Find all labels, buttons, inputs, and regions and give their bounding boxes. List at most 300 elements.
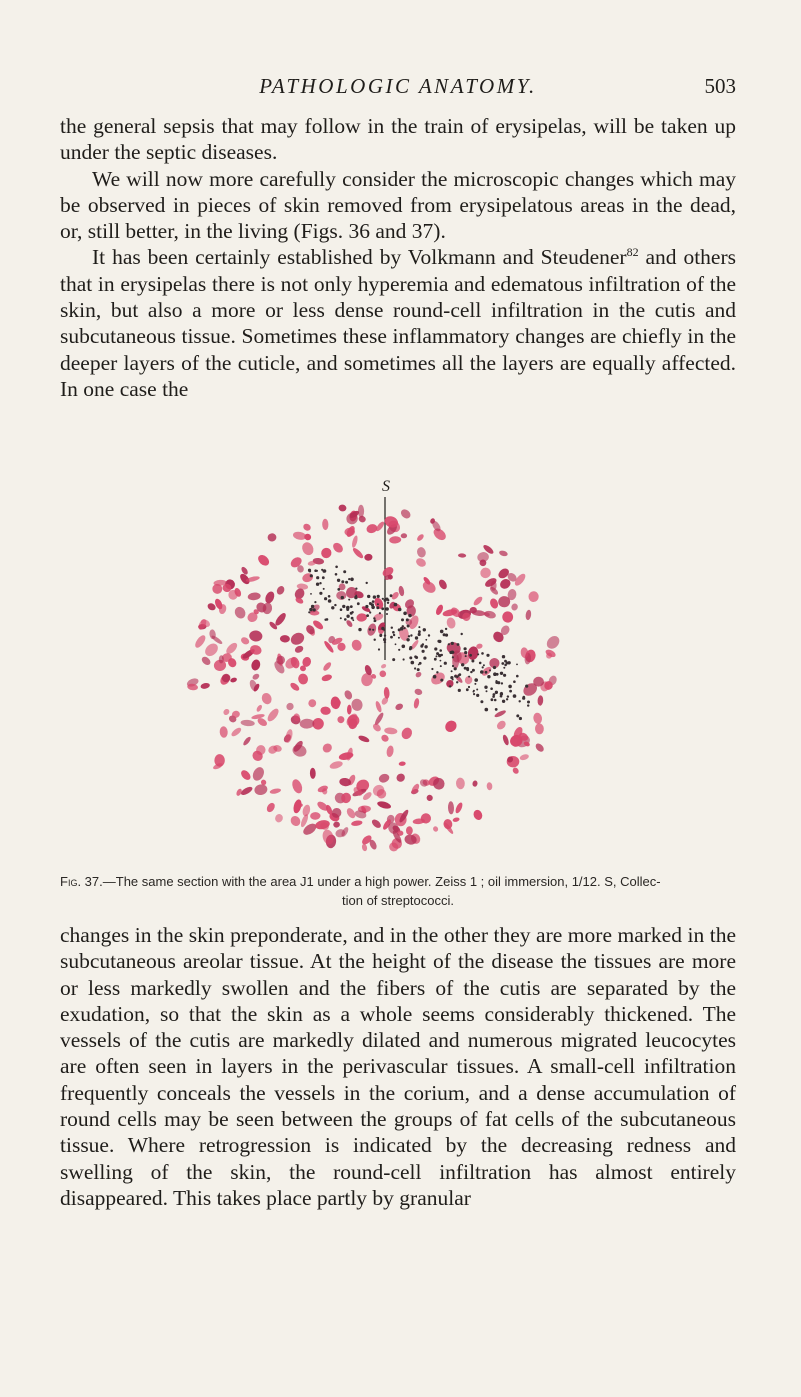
streptococcus-dot bbox=[486, 690, 488, 692]
tissue-cell bbox=[331, 541, 345, 555]
streptococcus-dot bbox=[404, 627, 406, 629]
streptococcus-dot bbox=[387, 599, 389, 601]
streptococcus-dot bbox=[501, 682, 503, 684]
figure-37-illustration bbox=[170, 475, 590, 860]
streptococcus-dot bbox=[436, 655, 438, 657]
streptococcus-dot bbox=[440, 665, 442, 667]
tissue-cell bbox=[203, 641, 221, 659]
streptococcus-dot bbox=[451, 642, 454, 645]
tissue-cell bbox=[254, 783, 269, 796]
streptococcus-dot bbox=[386, 613, 388, 615]
streptococcus-dot bbox=[501, 662, 504, 665]
tissue-cell bbox=[343, 689, 354, 701]
streptococcus-dot bbox=[440, 660, 442, 662]
streptococcus-dot bbox=[468, 686, 470, 688]
streptococcus-dot bbox=[434, 658, 437, 661]
streptococcus-dot bbox=[424, 645, 427, 648]
tissue-cell bbox=[443, 818, 453, 829]
streptococcus-dot bbox=[406, 618, 409, 621]
tissue-cell bbox=[289, 630, 307, 647]
streptococcus-dot bbox=[393, 634, 395, 636]
paragraph-3-rest: and others that in erysipelas there is not only hyperemia and edematous infiltration of the skin, but also a more or less dense round-cell infiltration in the cutis and subcutaneous tissue. Sometimes these inflammatory changes are chiefly in the deeper layers of the cuticle, and sometimes all the layers are equally affected. In one case the bbox=[60, 245, 736, 401]
tissue-cell bbox=[274, 813, 284, 824]
streptococcus-dot bbox=[519, 700, 521, 702]
tissue-cell bbox=[267, 533, 276, 542]
streptococcus-dot bbox=[522, 697, 525, 700]
streptococcus-dot bbox=[418, 626, 420, 628]
streptococcus-dot bbox=[352, 619, 354, 621]
streptococcus-dot bbox=[417, 668, 420, 671]
streptococcus-dot bbox=[466, 667, 469, 670]
tissue-cell bbox=[413, 698, 420, 709]
tissue-cell bbox=[250, 659, 261, 672]
streptococcus-dot bbox=[341, 580, 344, 583]
streptococcus-dot bbox=[406, 638, 409, 641]
streptococcus-dot bbox=[377, 603, 379, 605]
streptococcus-dot bbox=[394, 603, 398, 607]
paragraph-3 bbox=[60, 244, 736, 402]
streptococcus-dot bbox=[474, 683, 476, 685]
tissue-cell bbox=[329, 760, 344, 770]
streptococcus-dot bbox=[476, 689, 478, 691]
streptococcus-dot bbox=[495, 708, 498, 711]
streptococcus-dot bbox=[403, 658, 405, 660]
tissue-cell bbox=[358, 734, 371, 743]
streptococcus-dot bbox=[402, 645, 406, 649]
streptococcus-dot bbox=[452, 665, 454, 667]
tissue-cell bbox=[310, 768, 316, 779]
body-text-top bbox=[60, 113, 736, 402]
streptococcus-dot bbox=[391, 627, 393, 629]
tissue-cell bbox=[249, 630, 263, 643]
streptococcus-dot bbox=[436, 652, 439, 655]
streptococcus-dot bbox=[372, 629, 374, 631]
tissue-cells bbox=[186, 504, 562, 853]
streptococcus-dot bbox=[309, 608, 312, 611]
tissue-cell bbox=[378, 772, 391, 784]
tissue-cell bbox=[351, 547, 364, 560]
streptococcus-dot bbox=[331, 606, 334, 609]
streptococcus-dot bbox=[328, 599, 332, 603]
streptococcus-dot bbox=[491, 698, 494, 701]
streptococcus-dot bbox=[434, 647, 437, 650]
streptococcus-dot bbox=[513, 694, 517, 698]
tissue-cell bbox=[240, 719, 255, 726]
streptococcus-dot bbox=[310, 593, 312, 595]
tissue-cell bbox=[501, 610, 514, 623]
tissue-cell bbox=[356, 613, 368, 622]
streptococcus-dot bbox=[485, 708, 489, 712]
tissue-cell bbox=[256, 704, 264, 713]
tissue-cell bbox=[264, 590, 276, 605]
tissue-cell bbox=[321, 673, 333, 682]
streptococcus-dot bbox=[450, 676, 453, 679]
streptococcus-dot bbox=[445, 634, 448, 637]
streptococcus-dot bbox=[458, 689, 461, 692]
tissue-cell bbox=[511, 766, 519, 775]
streptococcus-dot bbox=[508, 685, 512, 689]
streptococcus-dot bbox=[480, 700, 483, 703]
streptococcus-dot bbox=[345, 581, 348, 584]
streptococcus-dot bbox=[366, 582, 368, 584]
tissue-cell bbox=[484, 610, 497, 620]
streptococcus-dot bbox=[516, 714, 519, 717]
streptococcus-dot bbox=[342, 605, 345, 608]
streptococcus-dot bbox=[367, 595, 370, 598]
streptococcus-dot bbox=[516, 664, 518, 666]
streptococcus-dot bbox=[346, 615, 349, 618]
tissue-cell bbox=[378, 669, 387, 678]
tissue-cell bbox=[458, 553, 466, 558]
streptococcus-dot bbox=[436, 671, 438, 673]
streptococcus-dot bbox=[335, 566, 338, 569]
streptococcus-dot bbox=[334, 604, 336, 606]
streptococcus-dot bbox=[456, 681, 458, 683]
streptococcus-dot bbox=[465, 655, 467, 657]
streptococcus-dot bbox=[316, 576, 319, 579]
streptococcus-dot bbox=[423, 657, 426, 660]
streptococcus-dot bbox=[449, 685, 451, 687]
streptococcus-dot bbox=[502, 700, 505, 703]
streptococcus-dot bbox=[410, 634, 412, 636]
microscopic-section-drawing bbox=[170, 475, 590, 860]
paragraph-2: We will now more carefully consider the microscopic changes which may be observed in pieces of skin removed from erysipelatous areas in the dead, or, still better, in the living (Figs. 36 and 37). bbox=[60, 166, 736, 244]
streptococcus-dot bbox=[383, 638, 386, 641]
streptococcus-dot bbox=[496, 673, 499, 676]
streptococcus-dot bbox=[431, 668, 433, 670]
streptococcus-dot bbox=[481, 652, 484, 655]
streptococcus-dot bbox=[506, 662, 509, 665]
label-s: S bbox=[382, 478, 390, 495]
streptococcus-dot bbox=[348, 599, 350, 601]
tissue-cell bbox=[307, 698, 317, 708]
tissue-cell bbox=[233, 605, 248, 620]
tissue-cell bbox=[338, 504, 347, 512]
tissue-cell bbox=[240, 785, 254, 796]
tissue-cell bbox=[319, 546, 333, 560]
tissue-cell bbox=[502, 734, 510, 746]
tissue-cell bbox=[230, 726, 243, 738]
tissue-cell bbox=[400, 726, 414, 741]
tissue-cell bbox=[300, 540, 316, 557]
streptococcus-dot bbox=[348, 578, 350, 580]
tissue-cell bbox=[275, 585, 285, 596]
tissue-cell bbox=[398, 761, 405, 766]
streptococcus-dot bbox=[486, 654, 489, 657]
page-header bbox=[60, 74, 736, 104]
streptococcus-dot bbox=[409, 656, 412, 659]
tissue-cell bbox=[386, 745, 395, 758]
tissue-cell bbox=[486, 782, 492, 791]
streptococcus-dot bbox=[464, 651, 467, 654]
streptococcus-dot bbox=[492, 695, 495, 698]
streptococcus-dot bbox=[513, 680, 516, 683]
streptococcus-dot bbox=[439, 649, 442, 652]
tissue-cell bbox=[256, 553, 271, 568]
streptococcus-dot bbox=[351, 617, 354, 620]
tissue-cell bbox=[448, 801, 454, 814]
streptococcus-dot bbox=[449, 651, 452, 654]
tissue-cell bbox=[350, 638, 363, 652]
streptococcus-dot bbox=[440, 679, 443, 682]
streptococcus-dot bbox=[411, 661, 415, 665]
streptococcus-dot bbox=[418, 664, 420, 666]
tissue-cell bbox=[415, 556, 428, 568]
streptococcus-dot bbox=[387, 602, 389, 604]
streptococcus-dot bbox=[440, 630, 444, 634]
streptococcus-dot bbox=[379, 612, 381, 614]
streptococcus-dot bbox=[337, 579, 340, 582]
streptococcus-dot bbox=[470, 671, 472, 673]
streptococcus-dot bbox=[398, 649, 400, 651]
streptococcus-dot bbox=[469, 654, 472, 657]
streptococcus-dot bbox=[500, 672, 503, 675]
streptococcus-dot bbox=[400, 627, 404, 631]
streptococcus-dot bbox=[408, 614, 411, 617]
streptococcus-dot bbox=[418, 630, 421, 633]
streptococcus-dot bbox=[495, 691, 498, 694]
tissue-cell bbox=[361, 843, 368, 851]
tissue-cell bbox=[383, 687, 389, 699]
tissue-cell bbox=[432, 825, 439, 832]
streptococcus-dot bbox=[346, 606, 350, 610]
streptococcus-dot bbox=[456, 676, 458, 678]
streptococcus-dot bbox=[409, 646, 412, 649]
streptococcus-dot bbox=[507, 695, 509, 697]
streptococcus-dot bbox=[314, 569, 317, 572]
streptococcus-dot bbox=[451, 670, 453, 672]
tissue-cell bbox=[532, 712, 542, 725]
tissue-cell bbox=[364, 553, 373, 561]
streptococcus-dot bbox=[308, 611, 310, 613]
streptococcus-dot bbox=[525, 685, 528, 688]
tissue-cell bbox=[289, 814, 303, 828]
streptococcus-dot bbox=[381, 607, 384, 610]
tissue-cell bbox=[336, 715, 345, 724]
streptococcus-dot bbox=[502, 655, 505, 658]
streptococcus-dot bbox=[407, 625, 410, 628]
streptococcus-dot bbox=[344, 618, 347, 621]
streptococcus-dot bbox=[366, 614, 369, 617]
streptococcus-dot bbox=[461, 663, 464, 666]
streptococcus-dot bbox=[398, 637, 400, 639]
streptococcus-dot bbox=[425, 639, 427, 641]
tissue-cell bbox=[415, 671, 423, 679]
streptococcus-dot bbox=[448, 643, 450, 645]
streptococcus-dot bbox=[493, 666, 496, 669]
streptococcus-dot bbox=[503, 674, 506, 677]
streptococcus-dot bbox=[428, 634, 430, 636]
tissue-cell bbox=[489, 597, 500, 609]
tissue-cell bbox=[289, 681, 301, 692]
tissue-cell bbox=[370, 818, 382, 830]
streptococcus-dot bbox=[482, 666, 484, 668]
streptococcus-dot bbox=[313, 608, 316, 611]
streptococcus-dot bbox=[384, 634, 386, 636]
tissue-cell bbox=[292, 798, 303, 814]
streptococcus-dot bbox=[480, 670, 484, 674]
streptococcus-dot bbox=[365, 605, 368, 608]
streptococcus-dot bbox=[433, 675, 437, 679]
paragraph-1: the general sepsis that may follow in the train of erysipelas, will be taken up under the septic diseases. bbox=[60, 114, 736, 165]
streptococcus-dot bbox=[355, 595, 357, 597]
tissue-cell bbox=[321, 742, 334, 755]
tissue-cell bbox=[375, 700, 383, 713]
tissue-cell bbox=[322, 661, 333, 672]
streptococcus-dot bbox=[324, 597, 327, 600]
tissue-cell bbox=[519, 753, 530, 761]
tissue-cell bbox=[200, 682, 210, 689]
streptococcus-dot bbox=[477, 653, 479, 655]
streptococcus-dot bbox=[392, 631, 395, 634]
tissue-cell bbox=[380, 663, 387, 669]
streptococcus-dot bbox=[308, 569, 311, 572]
tissue-cell bbox=[445, 616, 456, 629]
tissue-cell bbox=[265, 801, 276, 813]
streptococcus-dot bbox=[369, 611, 371, 613]
streptococcus-dot bbox=[382, 598, 384, 600]
tissue-cell bbox=[358, 505, 364, 518]
tissue-cell bbox=[240, 636, 251, 646]
tissue-cell bbox=[350, 698, 363, 712]
tissue-cell bbox=[300, 719, 315, 729]
streptococcus-dot bbox=[464, 647, 467, 650]
streptococcus-dot bbox=[378, 648, 380, 650]
tissue-cell bbox=[406, 826, 413, 835]
tissue-cell bbox=[222, 708, 230, 717]
streptococcus-dot bbox=[343, 570, 346, 573]
tissue-cell bbox=[260, 692, 273, 706]
streptococcus-dot bbox=[489, 669, 491, 671]
tissue-cell bbox=[389, 536, 401, 544]
streptococcus-dot bbox=[314, 601, 316, 603]
streptococcus-dot bbox=[401, 618, 404, 621]
tissue-cell bbox=[398, 585, 405, 596]
tissue-cell bbox=[297, 673, 309, 686]
tissue-cell bbox=[399, 507, 412, 520]
streptococcus-dot bbox=[369, 628, 371, 630]
streptococcus-dot bbox=[373, 595, 376, 598]
streptococcus-dot bbox=[445, 628, 447, 630]
body-text-bottom bbox=[60, 922, 736, 1211]
streptococcus-dot bbox=[474, 678, 478, 682]
tissue-cell bbox=[294, 644, 305, 654]
tissue-cell bbox=[251, 673, 260, 681]
streptococcus-dot bbox=[323, 588, 325, 590]
streptococcus-dot bbox=[340, 608, 343, 611]
streptococcus-dot bbox=[385, 607, 389, 611]
streptococcus-dot bbox=[319, 592, 322, 595]
streptococcus-dot bbox=[516, 675, 519, 678]
streptococcus-dot bbox=[509, 690, 512, 693]
tissue-cell bbox=[345, 713, 361, 729]
streptococcus-dot bbox=[487, 675, 490, 678]
streptococcus-dot bbox=[350, 605, 353, 608]
streptococcus-dot bbox=[471, 660, 474, 663]
streptococcus-dot bbox=[444, 662, 447, 665]
streptococcus-dot bbox=[371, 606, 375, 610]
streptococcus-dot bbox=[423, 628, 426, 631]
tissue-cell bbox=[472, 780, 478, 787]
streptococcus-dot bbox=[374, 620, 376, 622]
streptococcus-dot bbox=[422, 643, 424, 645]
tissue-cell bbox=[498, 550, 508, 557]
streptococcus-dot bbox=[384, 641, 386, 643]
streptococcus-dot bbox=[473, 693, 475, 695]
streptococcus-dot bbox=[438, 640, 441, 643]
streptococcus-dot bbox=[472, 669, 475, 672]
streptococcus-dot bbox=[392, 658, 395, 661]
tissue-cell bbox=[280, 635, 290, 643]
streptococcus-dot bbox=[322, 576, 325, 579]
streptococcus-dot bbox=[500, 695, 502, 697]
streptococcus-dot bbox=[422, 650, 425, 653]
tissue-cell bbox=[380, 733, 390, 743]
tissue-cell bbox=[314, 819, 330, 831]
caption-line-1: —The same section with the area J1 under a high power. Zeiss 1 ; oil immersion, 1/12. S, Collec- bbox=[102, 874, 661, 889]
streptococcus-dot bbox=[403, 612, 407, 616]
tissue-cell bbox=[456, 777, 465, 789]
tissue-cell bbox=[472, 595, 484, 607]
streptococcus-dot bbox=[328, 595, 331, 598]
tissue-cell bbox=[242, 736, 252, 747]
streptococcus-dot bbox=[340, 617, 342, 619]
streptococcus-dot bbox=[390, 636, 393, 639]
streptococcus-dot bbox=[379, 634, 382, 637]
tissue-cell bbox=[384, 727, 398, 735]
tissue-cell bbox=[345, 619, 353, 628]
tissue-cell bbox=[525, 609, 532, 620]
tissue-cell bbox=[366, 622, 378, 637]
tissue-cell bbox=[418, 778, 428, 788]
tissue-cell bbox=[239, 768, 252, 781]
streptococcus-dot bbox=[354, 596, 357, 599]
streptococcus-dot bbox=[408, 635, 410, 637]
streptococcus-dot bbox=[483, 664, 485, 666]
tissue-cell bbox=[414, 688, 423, 696]
streptococcus-dot bbox=[383, 629, 385, 631]
tissue-cell bbox=[416, 546, 427, 558]
tissue-cell bbox=[437, 578, 448, 590]
streptococcus-dot bbox=[414, 667, 416, 669]
tissue-cell bbox=[452, 817, 460, 823]
streptococcus-dot bbox=[335, 573, 338, 576]
streptococcus-dot bbox=[494, 699, 497, 702]
streptococcus-dot bbox=[503, 667, 505, 669]
streptococcus-dot bbox=[506, 698, 508, 700]
tissue-cell bbox=[301, 572, 314, 584]
tissue-cell bbox=[351, 820, 363, 827]
tissue-cell bbox=[302, 522, 312, 532]
tissue-cell bbox=[285, 701, 295, 711]
tissue-cell bbox=[360, 672, 374, 687]
tissue-cell bbox=[416, 533, 425, 542]
streptococcus-dot bbox=[415, 656, 418, 659]
streptococcus-dot bbox=[479, 662, 482, 665]
tissue-cell bbox=[351, 535, 359, 548]
streptococcus-dot bbox=[376, 606, 379, 609]
streptococcus-dot bbox=[355, 588, 357, 590]
streptococcus-dot bbox=[398, 608, 402, 612]
paragraph-3-start: has been certainly established by Volkmann and Steudener bbox=[112, 245, 627, 270]
streptococcus-dot bbox=[452, 656, 454, 658]
streptococcus-dot bbox=[457, 643, 460, 646]
tissue-cell bbox=[320, 706, 331, 715]
streptococcus-dot bbox=[395, 643, 397, 645]
figure-caption bbox=[60, 872, 736, 910]
tissue-cell bbox=[347, 705, 352, 715]
paragraph-4: changes in the skin preponderate, and in the other they are more marked in the subcutaneous areolar tissue. At the height of the disease the tissues are more or less markedly swollen and the fibers of the cutis are separated by the exudation, so that the skin as a whole seems considerably thickened. The vessels of the cutis are markedly dilated and numerous migrated leucocytes are often seen in layers in the perivascular tissues. A small-cell infiltration frequently conceals the vessels in the corium, and a dense accumulation of round cells may be seen between the groups of fat cells of the subcutaneous tissue. Where retrogression is indicated by the decreasing redness and swelling of the skin, the round-cell infiltration has almost entirely disappeared. This takes place partly by granular bbox=[60, 923, 736, 1210]
